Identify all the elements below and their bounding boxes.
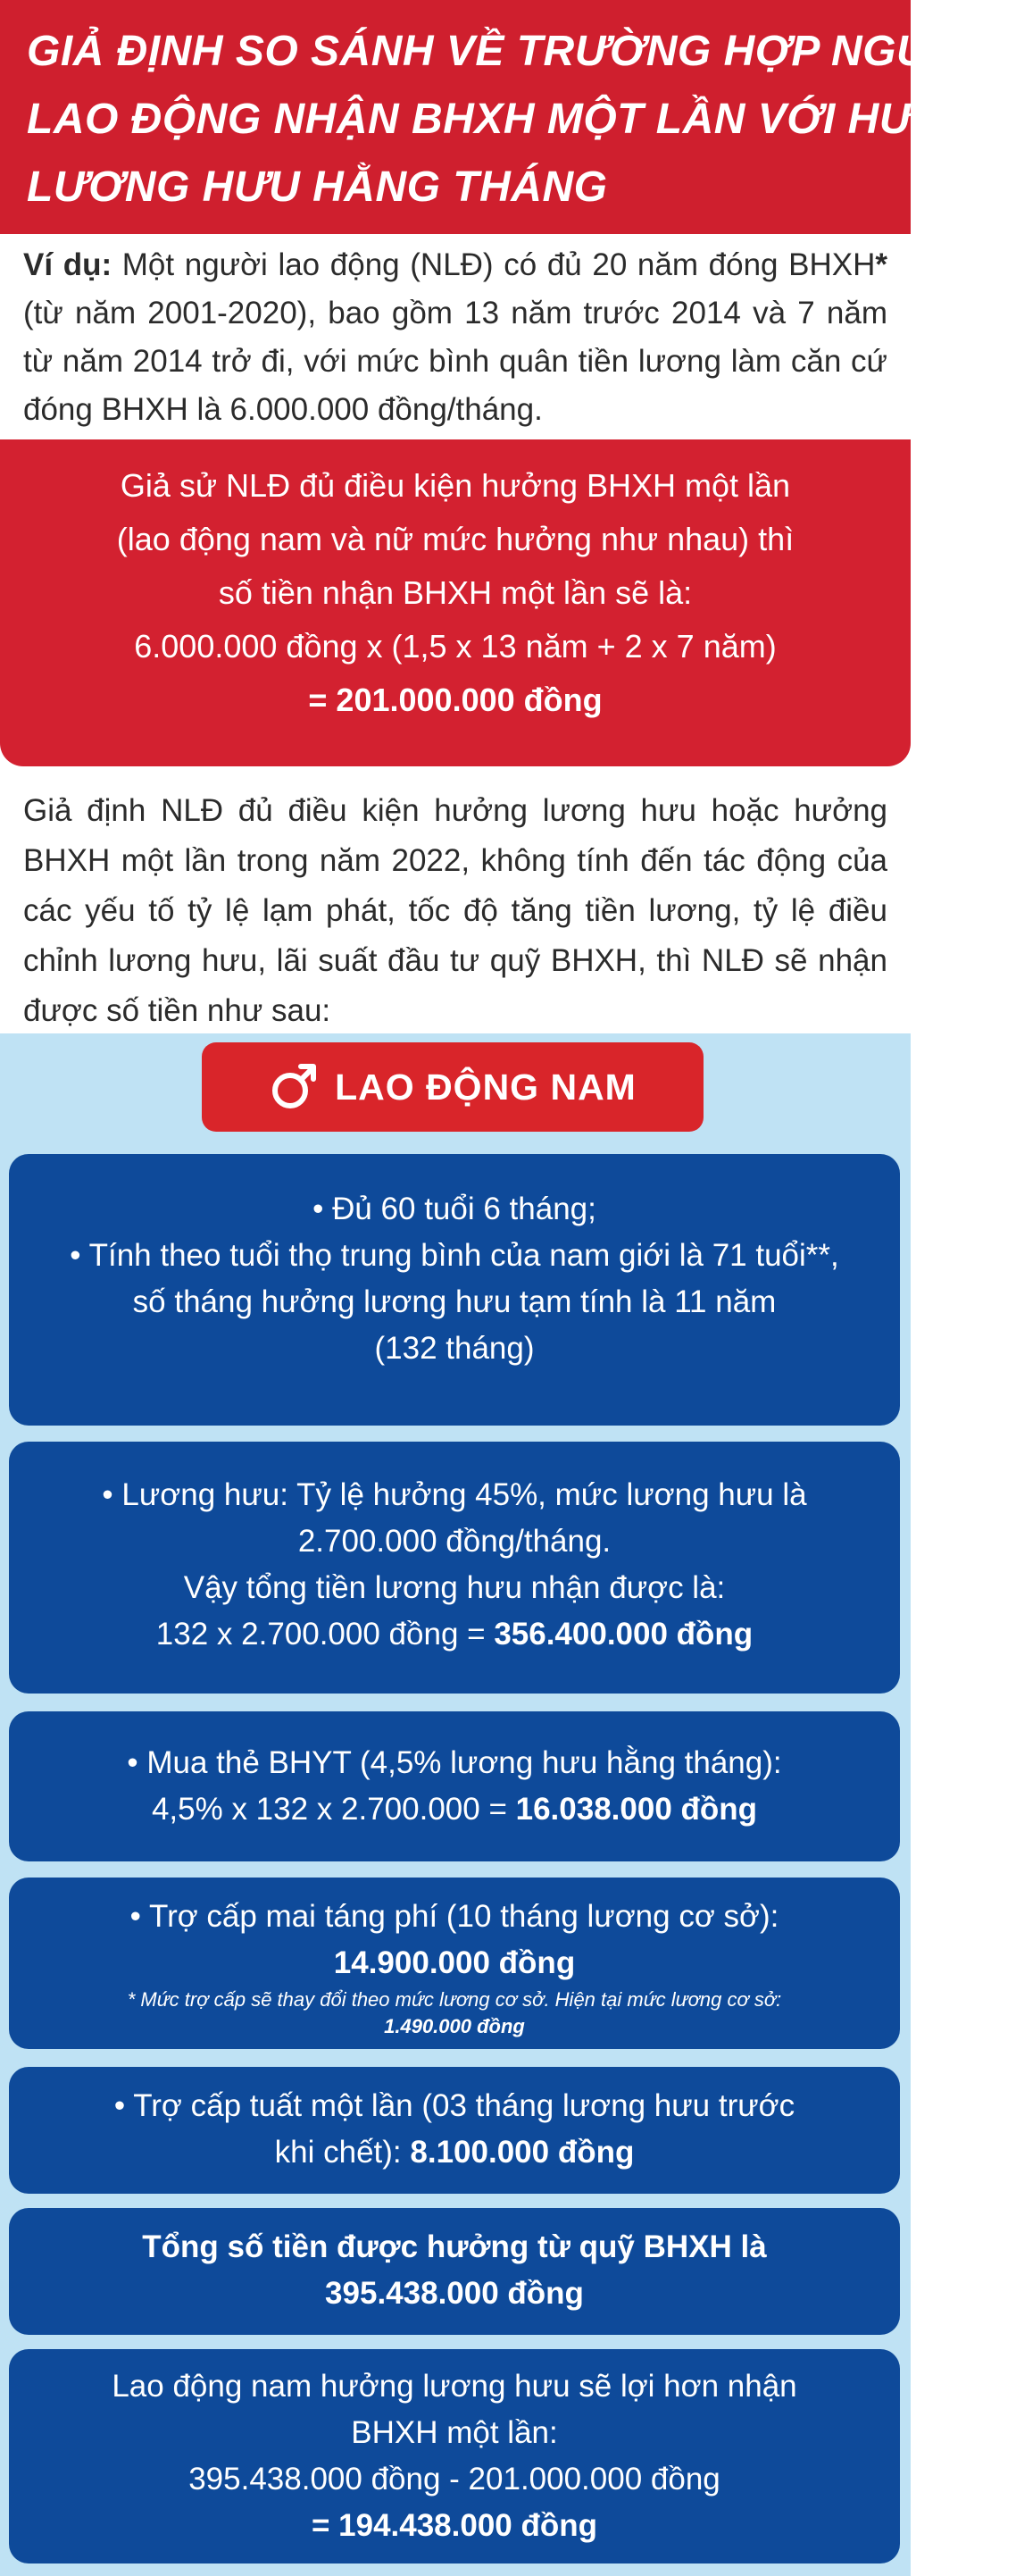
card-compare-line-4 (9, 2503, 900, 2549)
one-time-result: = 201.000.000 đồng (308, 682, 603, 718)
example-paragraph (0, 241, 911, 434)
card-total-line-1 (9, 2224, 900, 2271)
male-symbol-icon (269, 1062, 319, 1112)
card-bhyt-line-1: • Mua thẻ BHYT (4,5% lương hưu hằng tháng): (127, 1745, 782, 1780)
card-age-line-3: số tháng hưởng lương hưu tạm tính là 11 năm (132, 1284, 777, 1319)
card-pension-line-3: Vậy tổng tiền lương hưu nhận được là: (183, 1570, 726, 1605)
card-age-line-1: • Đủ 60 tuổi 6 tháng; (312, 1192, 596, 1226)
card-compare-line-1: Lao động nam hưởng lương hưu sẽ lợi hơn nhận (112, 2369, 797, 2404)
one-time-line-2: (lao động nam và nữ mức hưởng như nhau) thì (116, 521, 795, 557)
card-death-allowance (9, 2067, 900, 2194)
title-line-2: LAO ĐỘNG NHẬN BHXH MỘT LẦN VỚI HƯỞNG (27, 96, 1016, 143)
death-label: khi chết): (274, 2135, 411, 2170)
card-pension-line-2: 2.700.000 đồng/tháng. (297, 1524, 612, 1559)
example-star: * (875, 247, 887, 282)
card-total-line-2 (9, 2271, 900, 2317)
card-bhyt-line-2 (9, 1786, 900, 1833)
pension-total: 356.400.000 đồng (494, 1617, 754, 1652)
death-total: 8.100.000 đồng (410, 2135, 635, 2170)
one-time-payment-box (0, 439, 911, 766)
page-title (0, 0, 1016, 234)
card-pension-line-1: • Lương hưu: Tỷ lệ hưởng 45%, mức lương hưu là (102, 1477, 807, 1512)
funeral-total: 14.900.000 đồng (333, 1945, 576, 1980)
funeral-note: * Mức trợ cấp sẽ thay đổi theo mức lương cơ sở. Hiện tại mức lương cơ sở: (127, 1988, 782, 2011)
card-total (9, 2208, 900, 2335)
one-time-formula: 6.000.000 đồng x (1,5 x 13 năm + 2 x 7 năm) (134, 628, 777, 665)
card-age-line-4: (132 tháng) (374, 1331, 535, 1366)
example-label: Ví dụ: (23, 247, 112, 282)
card-death-line-1: • Trợ cấp tuất một lần (03 tháng lương hưu trước (113, 2088, 795, 2123)
assumption-paragraph: Giả định NLĐ đủ điều kiện hưởng lương hưu hoặc hưởng BHXH một lần trong năm 2022, không tính đến tác động của các yếu tố tỷ lệ lạm phát, tốc độ tăng tiền lương, tỷ lệ điều chỉnh lương hưu, lãi suất đầu tư quỹ BHXH, thì NLĐ sẽ nhận được số tiền như sau: (23, 793, 887, 1028)
card-bhyt (9, 1711, 900, 1861)
one-time-line-3: số tiền nhận BHXH một lần sẽ là: (218, 574, 693, 611)
card-compare-line-3: 395.438.000 đồng - 201.000.000 đồng (188, 2462, 720, 2497)
total-label: Tổng số tiền được hưởng từ quỹ BHXH là (142, 2229, 767, 2264)
bhyt-total: 16.038.000 đồng (515, 1792, 758, 1827)
funeral-note-value: 1.490.000 đồng (384, 2015, 525, 2037)
section-male-label: LAO ĐỘNG NAM (335, 1066, 637, 1108)
compare-result: = 194.438.000 đồng (311, 2508, 598, 2543)
card-age-line-2: • Tính theo tuổi thọ trung bình của nam giới là 71 tuổi**, (70, 1238, 839, 1273)
title-line-3: LƯƠNG HƯU HẰNG THÁNG (27, 163, 608, 211)
one-time-line-1: Giả sử NLĐ đủ điều kiện hưởng BHXH một lần (120, 467, 791, 504)
card-funeral-line-2 (9, 1940, 900, 1986)
bhyt-formula: 4,5% x 132 x 2.700.000 = (151, 1792, 516, 1827)
card-age (9, 1154, 900, 1426)
total-value: 395.438.000 đồng (325, 2276, 584, 2311)
card-pension-line-4 (9, 1611, 900, 1658)
section-male-header (202, 1042, 704, 1132)
card-comparison (9, 2349, 900, 2563)
card-pension (9, 1442, 900, 1694)
card-death-line-2 (9, 2129, 900, 2176)
card-compare-line-2: BHXH một lần: (351, 2415, 558, 2450)
example-text: Một người lao động (NLĐ) có đủ 20 năm đóng BHXH (112, 247, 876, 282)
pension-formula: 132 x 2.700.000 đồng = (155, 1617, 495, 1652)
title-line-1: GIẢ ĐỊNH SO SÁNH VỀ TRƯỜNG HỢP NGƯỜI (27, 28, 980, 75)
card-funeral-line-1: • Trợ cấp mai táng phí (10 tháng lương cơ sở): (129, 1899, 779, 1934)
example-text-2: (từ năm 2001-2020), bao gồm 13 năm trước 2014 và 7 năm từ năm 2014 trở đi, với mức bình quân tiền lương làm căn cứ đóng BHXH là 6.000.000 đồng/tháng. (23, 296, 887, 427)
card-funeral (9, 1878, 900, 2049)
